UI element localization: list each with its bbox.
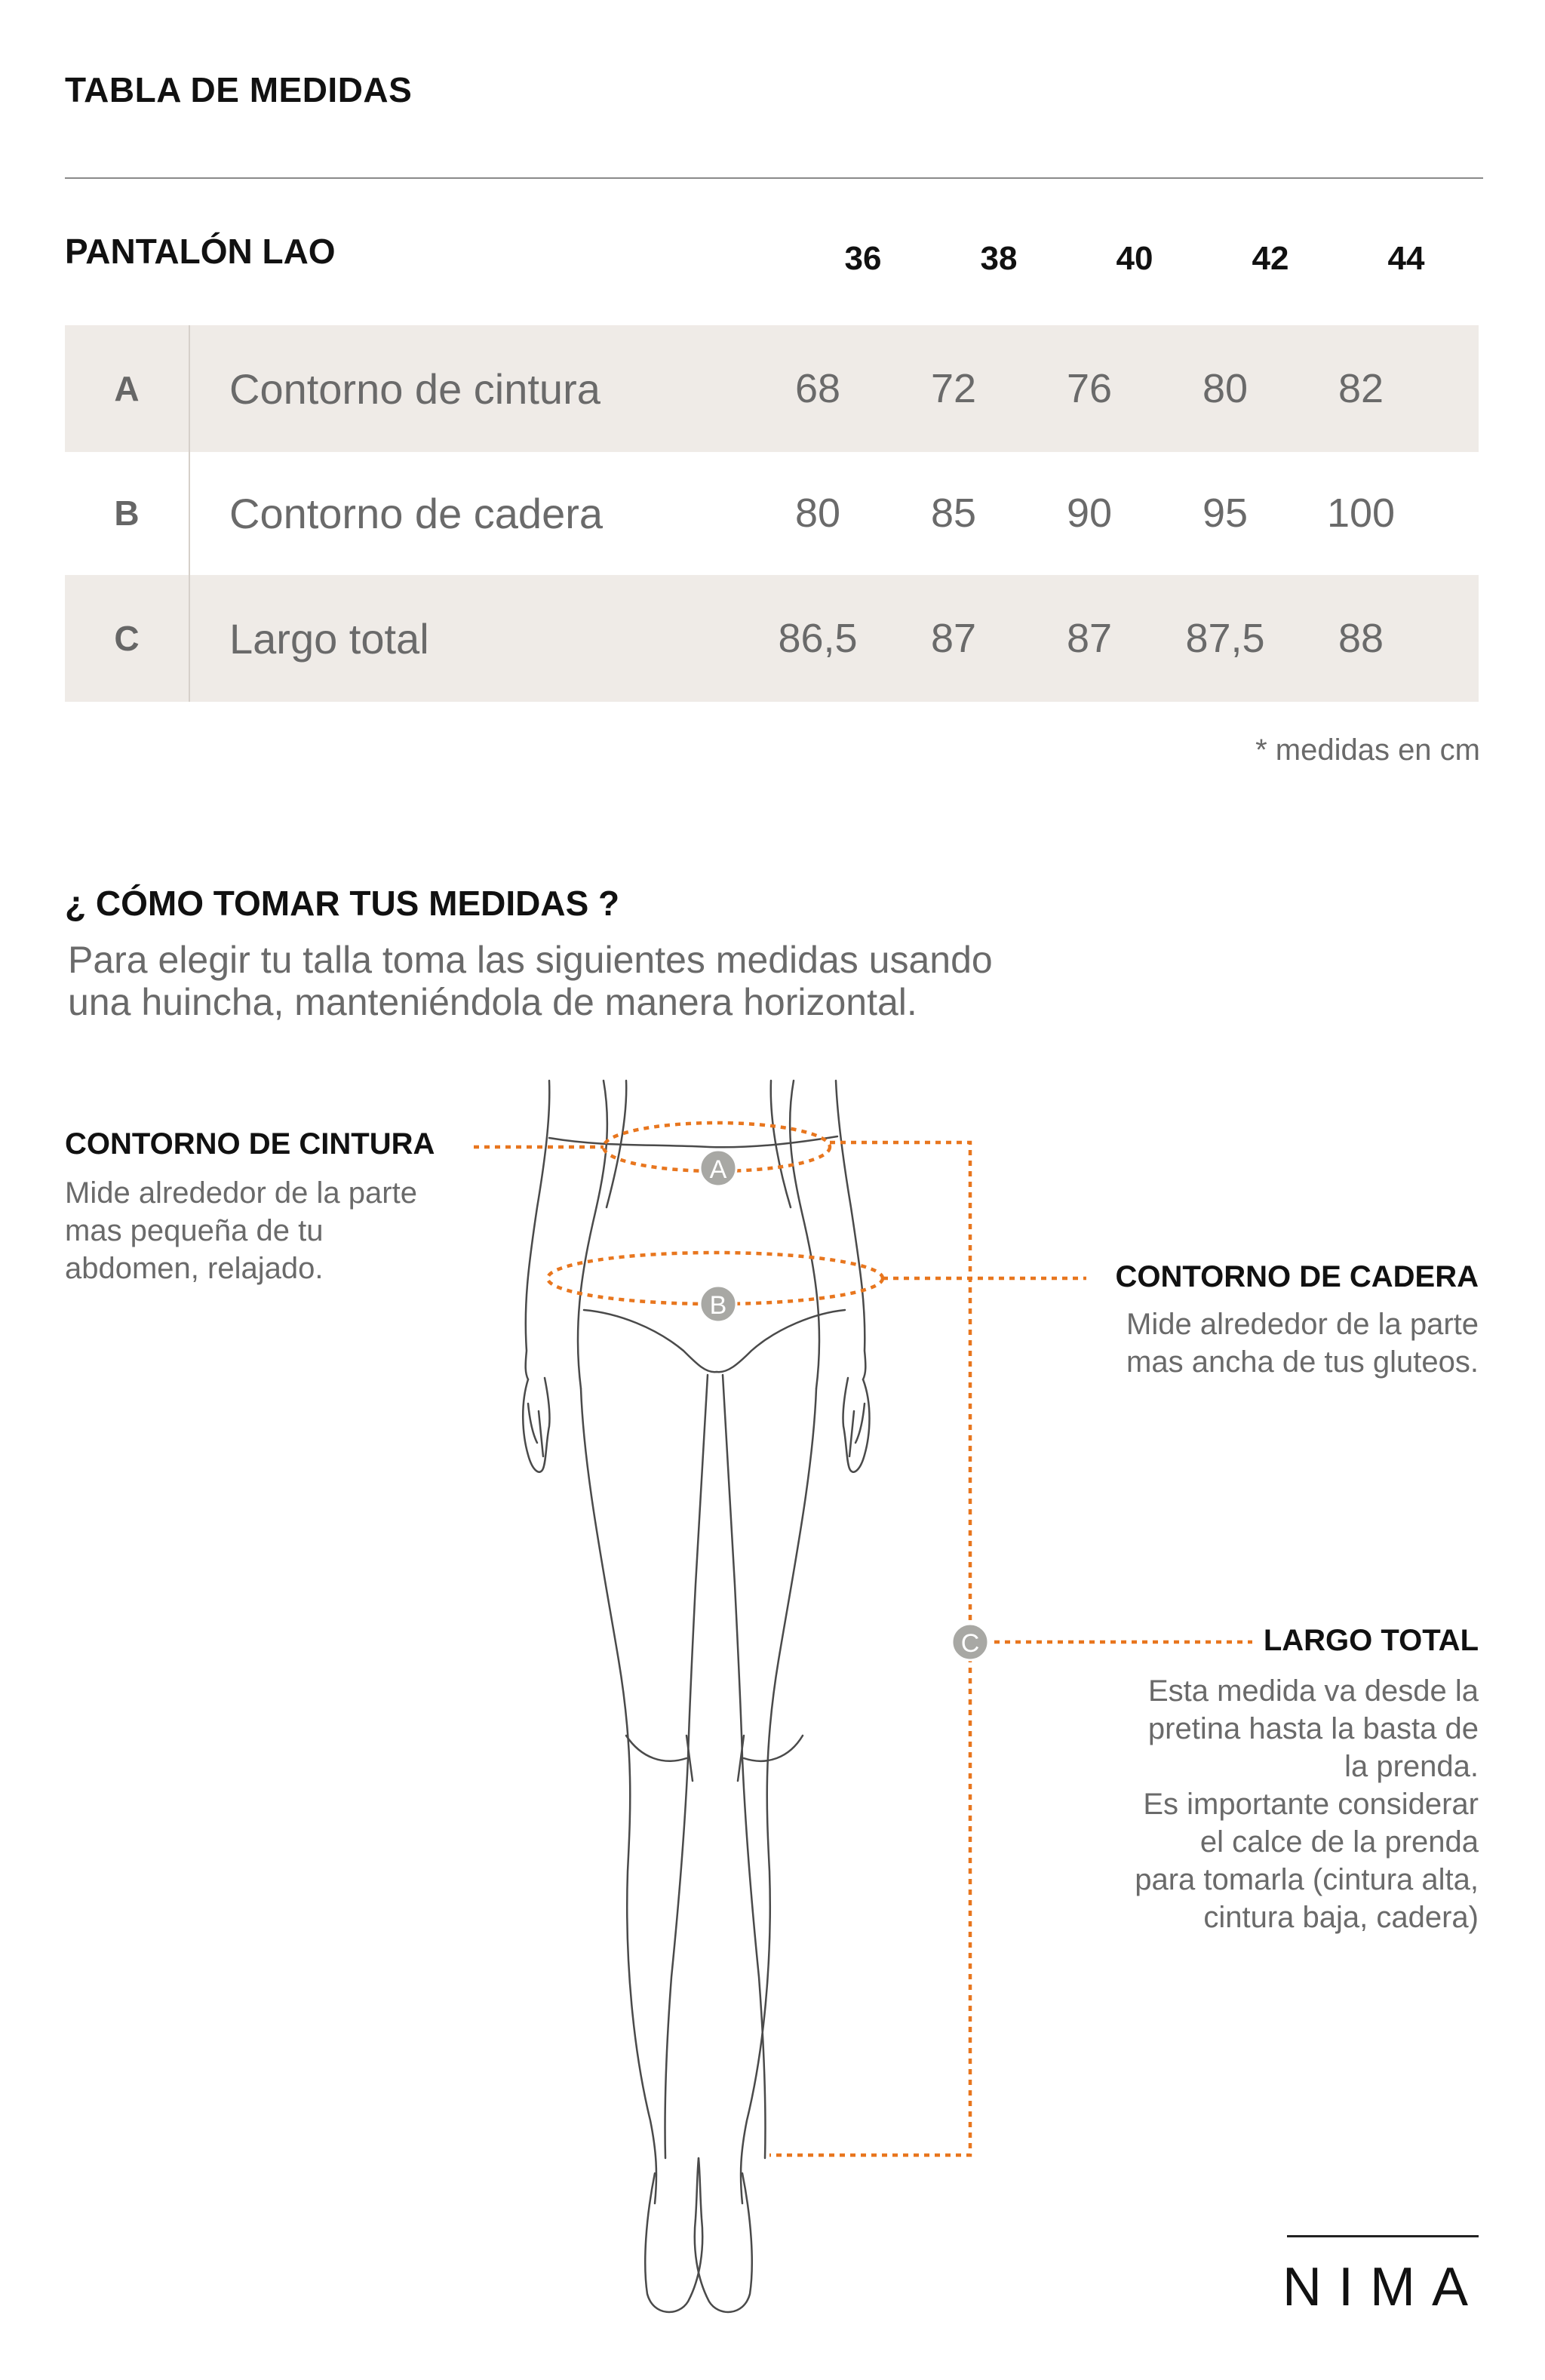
row-label: Largo total: [229, 614, 429, 663]
product-name: PANTALÓN LAO: [65, 232, 336, 271]
length-title: LARGO TOTAL: [1263, 1624, 1479, 1657]
right-arm-outer: [836, 1081, 865, 1379]
description-line: abdomen, relajado.: [65, 1252, 324, 1285]
description-line: una huincha, manteniéndola de manera horizontal.: [68, 981, 917, 1023]
size-header-36: 36: [844, 240, 882, 277]
description-line: el calce de la prenda: [1199, 1825, 1479, 1859]
size-header-44: 44: [1387, 240, 1425, 277]
row-letter: B: [114, 494, 140, 533]
right-leg-outer: [741, 1388, 816, 2203]
description-line: Mide alrededor de la parte: [65, 1176, 417, 1210]
left-leg-outer: [581, 1388, 656, 2203]
marker-label: B: [709, 1291, 727, 1320]
left-arm-outer: [526, 1081, 550, 1379]
description-line: Mide alrededor de la parte: [1126, 1308, 1479, 1341]
left-fingers: [528, 1404, 543, 1456]
table-cell: 80: [1202, 366, 1249, 411]
units-note: * medidas en cm: [1255, 733, 1480, 767]
waist-description: [65, 1174, 518, 1287]
table-cell: 86,5: [778, 616, 858, 661]
right-hand: [843, 1378, 869, 1472]
description-line: mas pequeña de tu: [65, 1214, 324, 1247]
description-line: la prenda.: [1344, 1750, 1479, 1783]
table-cell: 76: [1066, 366, 1113, 411]
description-line: cintura baja, cadera): [1203, 1901, 1479, 1934]
description-line: Esta medida va desde la: [1147, 1674, 1479, 1708]
brand-divider: [1287, 2235, 1479, 2237]
size-header-38: 38: [980, 240, 1018, 277]
row-label: Contorno de cintura: [229, 364, 600, 413]
length-description: [981, 1672, 1479, 1936]
description-line: Es importante considerar: [1143, 1788, 1479, 1821]
right-fingers: [849, 1404, 865, 1456]
page-title: TABLA DE MEDIDAS: [65, 70, 413, 109]
table-cell: 85: [930, 490, 977, 536]
row-label: Contorno de cadera: [229, 489, 604, 537]
table-cell: 87: [930, 616, 977, 661]
marker-b: [700, 1286, 736, 1322]
table-cell: 90: [1066, 490, 1113, 536]
size-header-40: 40: [1116, 240, 1153, 277]
brand-logo: NIMA: [1282, 2257, 1485, 2317]
right-torso: [790, 1081, 819, 1388]
row-letter: A: [114, 369, 140, 408]
table-cell: 88: [1338, 616, 1384, 661]
table-cell: 72: [930, 366, 977, 411]
description-line: para tomarla (cintura alta,: [1135, 1863, 1479, 1896]
description-line: mas ancha de tus gluteos.: [1126, 1345, 1479, 1379]
hip-description: [951, 1305, 1479, 1381]
table-cell: 80: [794, 490, 841, 536]
hip-title: CONTORNO DE CADERA: [1115, 1260, 1479, 1293]
marker-label: C: [960, 1629, 980, 1658]
description-line: pretina hasta la basta de: [1147, 1712, 1479, 1745]
table-cell: 87,5: [1185, 616, 1265, 661]
length-guide: [769, 1142, 970, 2155]
description-line: Para elegir tu talla toma las siguientes medidas usando: [68, 939, 993, 981]
row-letter: C: [114, 619, 140, 658]
left-torso: [578, 1081, 607, 1388]
size-header-42: 42: [1252, 240, 1289, 277]
right-knee: [744, 1736, 803, 1761]
right-leg-inner: [723, 1375, 766, 2158]
marker-a: [700, 1150, 736, 1186]
left-hand: [523, 1378, 549, 1472]
table-cell: 68: [794, 366, 841, 411]
marker-c: [952, 1624, 988, 1660]
table-cell: 82: [1338, 366, 1384, 411]
table-cell: 100: [1326, 490, 1396, 536]
knee-creases: [686, 1736, 744, 1781]
waist-title: CONTORNO DE CINTURA: [65, 1127, 435, 1161]
marker-label: A: [709, 1155, 727, 1184]
left-knee: [626, 1736, 686, 1761]
figure-outline: [523, 1081, 869, 2312]
table-cell: 87: [1066, 616, 1113, 661]
left-leg-inner: [665, 1375, 708, 2158]
section-title: ¿ CÓMO TOMAR TUS MEDIDAS ?: [65, 884, 620, 923]
table-cell: 95: [1202, 490, 1249, 536]
